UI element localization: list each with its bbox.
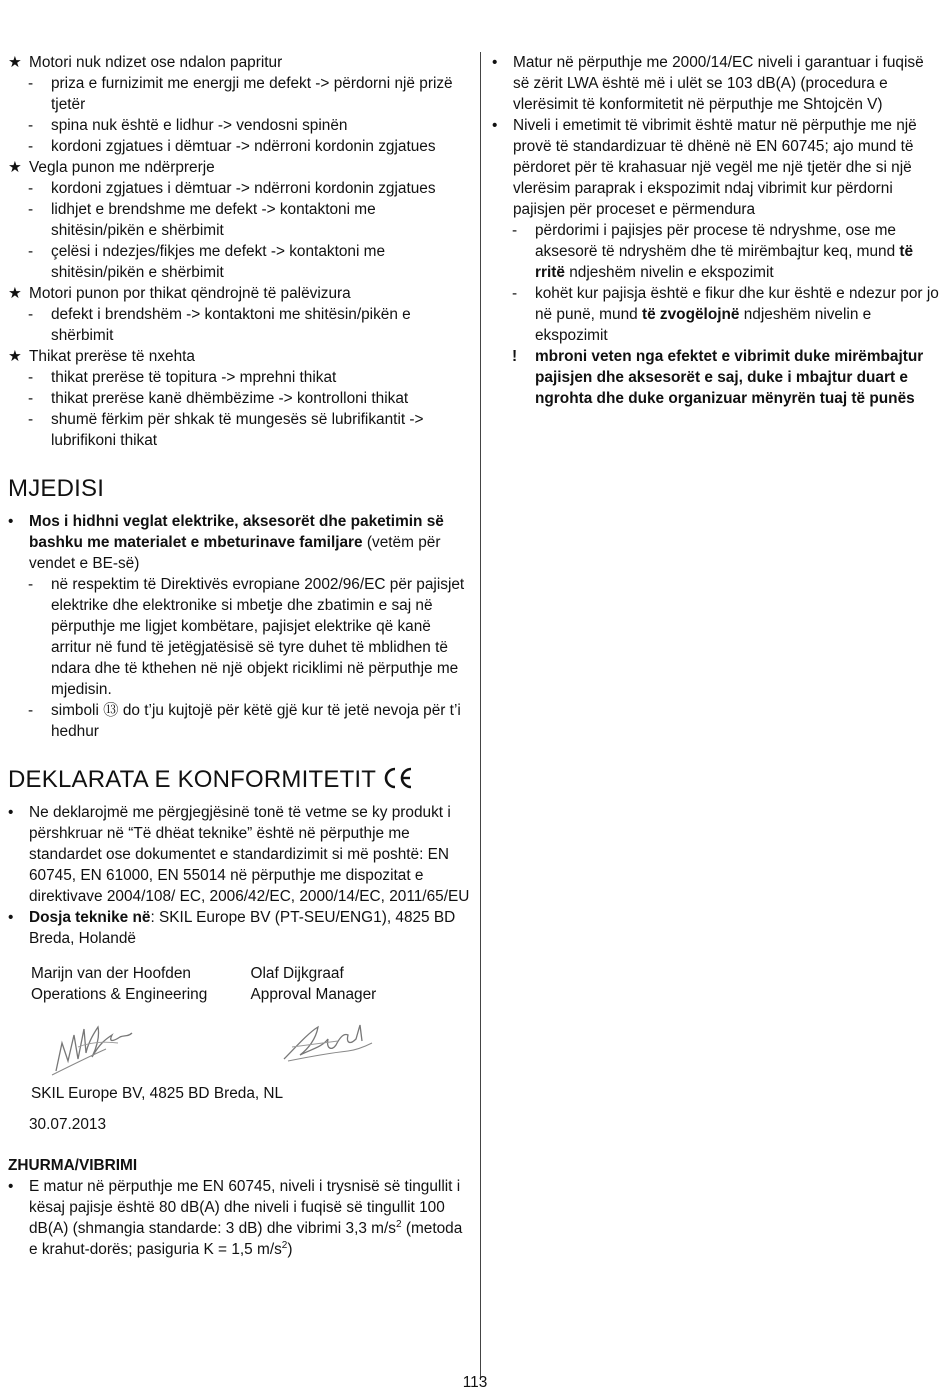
dash-marker: - [28, 75, 34, 92]
bullet-marker: • [492, 117, 498, 134]
section-heading-mjedisi: MJEDISI [8, 475, 105, 502]
left-column [8, 52, 470, 1260]
bullet-marker: • [8, 804, 14, 821]
bullet-marker: • [8, 1178, 14, 1195]
right-sub-bold: të zvogëlojnë [641, 306, 740, 323]
signer-1 [31, 963, 251, 1005]
trouble-item-text: thikat prerëse të topitura -> mprehni thikat [51, 369, 337, 386]
dash-marker: - [28, 243, 34, 260]
troubleshooting-section [8, 52, 470, 451]
mjedisi-sub-text: simboli [51, 702, 104, 719]
trouble-group [8, 283, 470, 304]
deklarata-bullet-rest: : SKIL Europe BV (PT-SEU/ENG1), 4825 BD Breda, Holandë [29, 909, 456, 947]
warning-text: mbroni veten nga efektet e vibrimit duke mirëmbajtur pajisjen dhe aksesorët e saj, duke i mbajtur duart e ngrohta dhe duke organizuar mënyrën tuaj të punës [535, 348, 924, 407]
trouble-item-text: çelësi i ndezjes/fikjes me defekt -> kontaktoni me shitësin/pikën e shërbimit [51, 243, 386, 281]
trouble-item [8, 178, 470, 199]
trouble-item-text: priza e furnizimit me energji me defekt -> përdorni një prizë tjetër [51, 75, 453, 113]
dash-marker: - [28, 201, 34, 218]
zhurma-text: (metoda e krahut-dorës; pasiguria K = 1,5 m/s [29, 1220, 463, 1258]
star-icon: ★ [8, 348, 22, 365]
right-sub-text: kohët kur pajisja është e fikur dhe kur është e ndezur por jo në punë, mund [535, 285, 939, 323]
dash-marker: - [28, 117, 34, 134]
trouble-item [8, 304, 470, 346]
trouble-group [8, 346, 470, 367]
mjedisi-sub-text: në respektim të Direktivës evropiane 2002/96/EC për pajisjet elektrike dhe elektronike si mbetje dhe zbatimin e saj në përputhje me ligjet kombëtare, pajisjet elektrike që kanë arritur në fund të jetëgjatësisë së tyre duhet të mblidhen të ndara dhe të kthehen në një objekt riciklimi në përputhje me mjedisin. [51, 576, 465, 698]
dash-marker: - [28, 369, 34, 386]
trouble-item [8, 241, 470, 283]
trouble-item-text: defekt i brendshëm -> kontaktoni me shitësin/pikën e shërbimit [51, 306, 411, 344]
trouble-item-text: lidhjet e brendshme me defekt -> kontaktoni me shitësin/pikën e shërbimit [51, 201, 376, 239]
mjedisi-sub-text: do t’ju kujtojë për këtë gjë kur të jetë nevoja për t’i hedhur [51, 702, 461, 740]
signer-2-name: Olaf Dijkgraaf [250, 965, 344, 982]
right-bullet [492, 52, 942, 115]
trouble-item [8, 199, 470, 241]
trouble-title: Thikat prerëse të nxehta [29, 348, 195, 365]
column-divider [480, 52, 481, 1380]
bullet-marker: • [8, 909, 14, 926]
recycle-symbol-icon: ⑬ [103, 702, 119, 719]
star-icon: ★ [8, 159, 22, 176]
company-address: SKIL Europe BV, 4825 BD Breda, NL [31, 1085, 284, 1102]
trouble-item [8, 409, 470, 451]
right-bullet [492, 115, 942, 220]
dash-marker: - [28, 576, 34, 593]
trouble-title: Motori nuk ndizet ose ndalon papritur [29, 54, 283, 71]
signer-1-name: Marijn van der Hoofden [31, 965, 191, 982]
right-sub-text: ndjeshëm nivelin e ekspozimit [535, 306, 872, 344]
zhurma-section [8, 1155, 470, 1260]
mjedisi-bullet-bold: Mos i hidhni veglat elektrike, aksesorët dhe paketimin së bashku me materialet e mbeturinave familjare [29, 513, 444, 551]
trouble-item [8, 367, 470, 388]
superscript: 2 [281, 1239, 288, 1251]
deklarata-bullet [8, 802, 470, 907]
signature-1-image [48, 1013, 138, 1079]
dash-marker: - [512, 222, 518, 239]
signer-2-title: Approval Manager [250, 986, 377, 1003]
trouble-item-text: shumë fërkim për shkak të mungesës së lubrifikantit -> lubrifikoni thikat [51, 411, 424, 449]
warning-item [492, 346, 942, 409]
deklarata-bullet-bold: Dosja teknike në [29, 909, 151, 926]
dash-marker: - [28, 390, 34, 407]
signature-2-image [278, 1019, 378, 1065]
ce-mark-icon [382, 766, 414, 790]
right-sub-text: ndjeshëm nivelin e ekspozimit [564, 264, 774, 281]
trouble-item-text: kordoni zgjatues i dëmtuar -> ndërroni kordonin zgjatues [51, 138, 436, 155]
bullet-marker: • [492, 54, 498, 71]
mjedisi-sub [8, 700, 470, 742]
superscript: 2 [395, 1218, 402, 1230]
trouble-item-text: spina nuk është e lidhur -> vendosni spinën [51, 117, 348, 134]
trouble-item [8, 388, 470, 409]
section-heading-deklarata [8, 766, 470, 794]
trouble-group [8, 157, 470, 178]
warning-icon: ! [512, 348, 518, 365]
signer-2 [251, 963, 471, 1005]
section-heading-zhurma: ZHURMA/VIBRIMI [8, 1157, 138, 1174]
dash-marker: - [28, 306, 34, 323]
signatures [8, 1005, 470, 1083]
right-column [492, 52, 942, 409]
trouble-group [8, 52, 470, 73]
right-sub-text: përdorimi i pajisjes për procese të ndryshme, ose me aksesorë të ndryshëm dhe të mirëmbajtur keq, mund [535, 222, 900, 260]
right-sub [492, 220, 942, 283]
deklarata-heading-text: DEKLARATA E KONFORMITETIT [8, 766, 377, 793]
zhurma-text: ) [287, 1241, 293, 1258]
zhurma-text: E matur në përputhje me EN 60745, niveli i trysnisë së tingullit i kësaj pajisje është 80 dB(A) dhe niveli i fuqisë së tingullit 100 dB(A) (shmangia standarde: 3 dB) dhe vibrimi 3,3 m/s [29, 1178, 461, 1237]
deklarata-bullet-text: Ne deklarojmë me përgjegjësinë tonë të vetme se ky produkt i përshkruar në “Të dhëat teknike” është në përputhje me standardet ose dokumentet e standardizimit si më poshtë: EN 60745, EN 61000, EN 55014 në përputhje me dispozitat e direktivave 2004/108/ EC, 2006/42/EC, 2000/14/EC, 2011/65/EU [29, 804, 470, 905]
trouble-item [8, 115, 470, 136]
dash-marker: - [28, 138, 34, 155]
star-icon: ★ [8, 54, 22, 71]
right-sub [492, 283, 942, 346]
trouble-item [8, 73, 470, 115]
dash-marker: - [28, 180, 34, 197]
trouble-title: Motori punon por thikat qëndrojnë të palëvizura [29, 285, 351, 302]
mjedisi-sub [8, 574, 470, 700]
dash-marker: - [28, 411, 34, 428]
signers [8, 963, 470, 1005]
deklarata-section [8, 766, 470, 1135]
right-bullet-text: Niveli i emetimit të vibrimit është matur në përputhje me një provë të standardizuar të dhënë në EN 60745; ajo mund të përdoret për të krahasuar një vegël me një tjetër dhe si një vlerësim paraprak i ekspozimit ndaj vibrimit kur përdorni pajisjen për proceset e përmendura [513, 117, 917, 218]
signer-1-title: Operations & Engineering [31, 986, 208, 1003]
trouble-title: Vegla punon me ndërprerje [29, 159, 215, 176]
trouble-item-text: kordoni zgjatues i dëmtuar -> ndërroni kordonin zgjatues [51, 180, 436, 197]
trouble-item [8, 136, 470, 157]
right-sub-bold: të rritë [535, 243, 914, 281]
right-bullet-text: Matur në përputhje me 2000/14/EC niveli i garantuar i fuqisë së zërit LWA është më i ulët se 103 dB(A) (procedura e vlerësimit të konformitetit në përputhje me Shtojcën V) [513, 54, 924, 113]
bullet-marker: • [8, 513, 14, 530]
page-number: 113 [462, 1374, 488, 1391]
zhurma-bullet [8, 1176, 470, 1260]
declaration-date: 30.07.2013 [29, 1116, 107, 1133]
dash-marker: - [28, 702, 34, 719]
star-icon: ★ [8, 285, 22, 302]
dash-marker: - [512, 285, 518, 302]
mjedisi-section [8, 475, 470, 742]
mjedisi-bullet-rest: (vetëm për vendet e BE-së) [29, 534, 441, 572]
mjedisi-bullet [8, 511, 470, 574]
trouble-item-text: thikat prerëse kanë dhëmbëzime -> kontrolloni thikat [51, 390, 409, 407]
deklarata-bullet [8, 907, 470, 949]
